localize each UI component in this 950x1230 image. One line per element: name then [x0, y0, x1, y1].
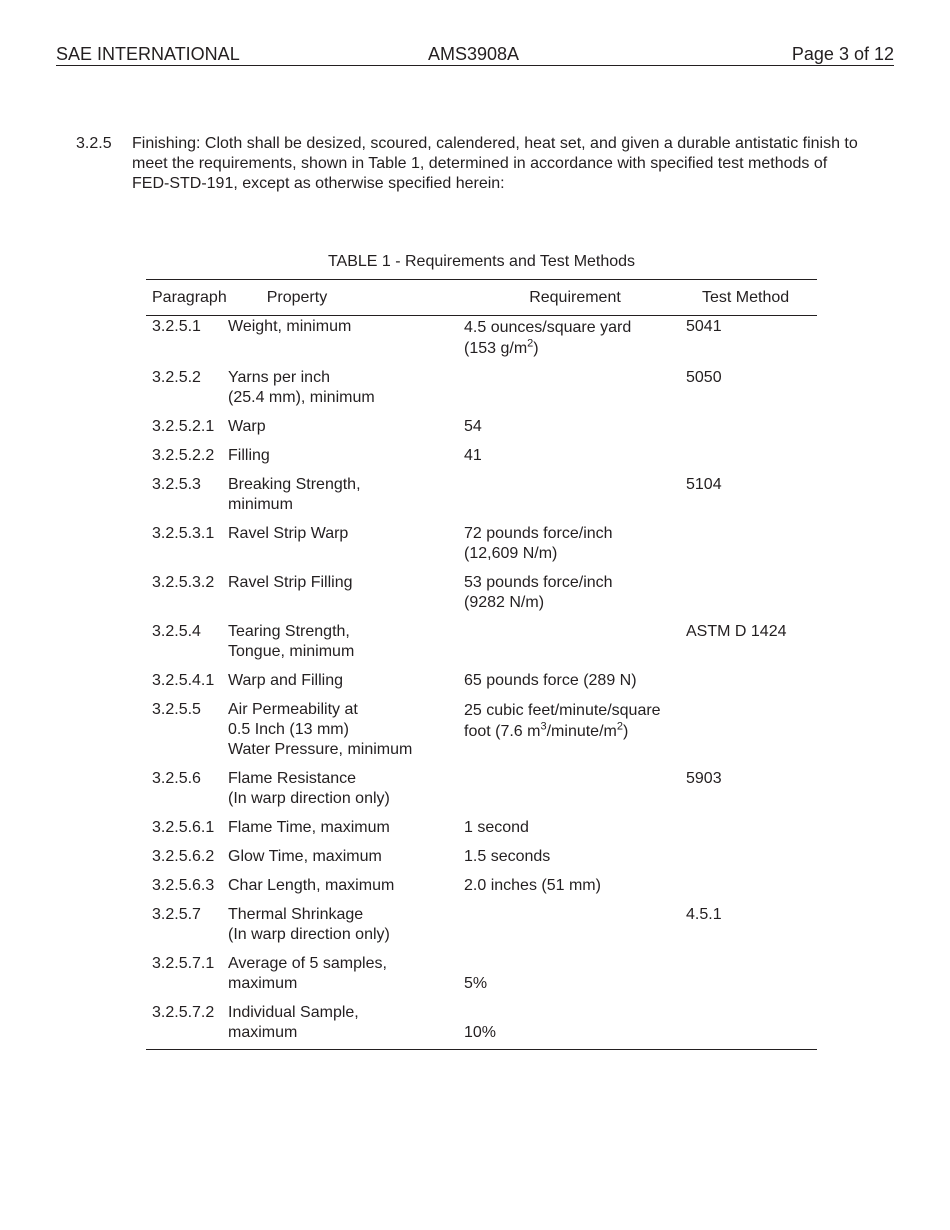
cell-requirement [464, 417, 686, 446]
cell-test-method [686, 1003, 817, 1050]
requirement-text: ) [533, 340, 539, 357]
cell-property [228, 954, 464, 1003]
property-line: 0.5 Inch (13 mm) [228, 721, 349, 738]
superscript: 2 [527, 337, 534, 350]
requirement-block [464, 700, 686, 742]
header-test-method: Test Method [686, 280, 817, 316]
cell-property [228, 769, 464, 818]
table-row [146, 417, 817, 446]
cell-requirement [464, 769, 686, 818]
requirement-line: 54 [464, 418, 482, 435]
cell-property [228, 475, 464, 524]
requirement-line: 1.5 seconds [464, 848, 551, 865]
requirement-line: 1 second [464, 819, 529, 836]
cell-paragraph: 3.2.5.7.2 [152, 1004, 215, 1021]
property-line: Thermal Shrinkage [228, 906, 364, 923]
property-line: Ravel Strip Warp [228, 525, 349, 542]
property-line: (25.4 mm), minimum [228, 389, 375, 406]
requirement-line: 4.5 ounces/square yard [464, 319, 632, 336]
table-row [146, 876, 817, 905]
cell-paragraph: 3.2.5.6.2 [152, 848, 215, 865]
cell-paragraph: 3.2.5.5 [152, 701, 201, 718]
cell-property [228, 368, 464, 417]
property-line: Air Permeability at [228, 701, 358, 718]
cell-test-method [686, 818, 817, 847]
requirement-line: 25 cubic feet/minute/square [464, 702, 661, 719]
property-line: Ravel Strip Filling [228, 574, 353, 591]
table-row [146, 446, 817, 475]
table-body [146, 316, 817, 1050]
cell-paragraph: 3.2.5.7 [152, 906, 201, 923]
cell-requirement [464, 876, 686, 905]
property-line: Individual Sample, [228, 1004, 359, 1021]
cell-requirement [464, 954, 686, 1003]
requirement-line: 65 pounds force (289 N) [464, 672, 637, 689]
requirement-line [464, 338, 686, 359]
requirement-line [464, 954, 686, 974]
cell-requirement [464, 622, 686, 671]
cell-property [228, 446, 464, 475]
superscript: 3 [540, 720, 547, 733]
cell-property [228, 847, 464, 876]
table-row [146, 905, 817, 954]
superscript: 2 [616, 720, 623, 733]
requirement-line: 10% [464, 1024, 497, 1041]
requirement-text: /minute/m [546, 723, 617, 740]
property-line: Breaking Strength, [228, 476, 361, 493]
table-header-row [146, 280, 817, 316]
property-line: Glow Time, maximum [228, 848, 382, 865]
property-line: Flame Time, maximum [228, 819, 390, 836]
cell-property [228, 876, 464, 905]
cell-requirement [464, 446, 686, 475]
cell-requirement [464, 475, 686, 524]
cell-property [228, 524, 464, 573]
table-caption: TABLE 1 - Requirements and Test Methods [327, 253, 636, 270]
requirement-line: (9282 N/m) [464, 594, 545, 611]
cell-property [228, 573, 464, 622]
property-line: Tongue, minimum [228, 643, 355, 660]
table-row [146, 524, 817, 573]
header-property: Property [266, 288, 328, 306]
cell-requirement [464, 847, 686, 876]
property-line: minimum [228, 496, 293, 513]
cell-test-method [686, 417, 817, 446]
table-row [146, 622, 817, 671]
cell-paragraph: 3.2.5.1 [152, 318, 201, 335]
cell-property [228, 818, 464, 847]
table-row [146, 671, 817, 700]
cell-property [228, 905, 464, 954]
requirement-text: (153 g/m [464, 340, 528, 357]
cell-test-method: 5050 [686, 369, 722, 386]
header-requirement: Requirement [464, 280, 686, 316]
cell-test-method [686, 700, 817, 769]
header-paragraph-property [146, 280, 464, 316]
property-line: (In warp direction only) [228, 926, 390, 943]
header-paragraph: Paragraph [152, 288, 227, 306]
cell-requirement [464, 316, 686, 369]
property-line: Flame Resistance [228, 770, 357, 787]
requirement-text: ) [622, 723, 629, 740]
cell-paragraph: 3.2.5.4 [152, 623, 201, 640]
cell-property [228, 417, 464, 446]
table-row [146, 769, 817, 818]
cell-requirement [464, 671, 686, 700]
requirement-block [464, 317, 686, 359]
cell-test-method: ASTM D 1424 [686, 623, 787, 640]
table-row [146, 573, 817, 622]
property-line: maximum [228, 1024, 298, 1041]
cell-test-method [686, 876, 817, 905]
property-line: Yarns per inch [228, 369, 330, 386]
cell-property [228, 671, 464, 700]
page-header [56, 44, 894, 66]
requirement-line: 5% [464, 975, 488, 992]
cell-test-method: 5041 [686, 318, 722, 335]
cell-paragraph: 3.2.5.3 [152, 476, 201, 493]
cell-paragraph: 3.2.5.2 [152, 369, 201, 386]
requirements-table [146, 279, 817, 1050]
cell-requirement [464, 1003, 686, 1050]
cell-test-method [686, 671, 817, 700]
cell-test-method: 4.5.1 [686, 906, 722, 923]
cell-paragraph: 3.2.5.3.2 [152, 574, 215, 591]
cell-test-method: 5903 [686, 770, 722, 787]
table-row [146, 368, 817, 417]
table-row [146, 818, 817, 847]
property-line: Average of 5 samples, [228, 955, 387, 972]
requirement-line: 53 pounds force/inch [464, 574, 613, 591]
header-document-id: AMS3908A [428, 44, 520, 64]
requirement-line: 2.0 inches (51 mm) [464, 877, 601, 894]
section-number: 3.2.5 [76, 135, 112, 152]
cell-paragraph: 3.2.5.6.3 [152, 877, 215, 894]
requirement-line: 41 [464, 447, 482, 464]
cell-paragraph: 3.2.5.3.1 [152, 525, 215, 542]
table-row [146, 475, 817, 524]
header-page-number: Page 3 of 12 [791, 44, 894, 64]
cell-property [228, 316, 464, 369]
property-line: Weight, minimum [228, 318, 352, 335]
table-row [146, 1003, 817, 1050]
cell-requirement [464, 700, 686, 769]
cell-property [228, 700, 464, 769]
header-organization: SAE INTERNATIONAL [56, 44, 240, 64]
cell-requirement [464, 818, 686, 847]
property-line: (In warp direction only) [228, 790, 390, 807]
section-text: Finishing: Cloth shall be desized, scoured, calendered, heat set, and given a durable antistatic finish to meet the requirements, shown in Table 1, determined in accordance with specified test methods of FED-STD-191, except as otherwise specified herein: [132, 135, 858, 192]
property-line: Tearing Strength, [228, 623, 350, 640]
cell-test-method [686, 573, 817, 622]
table-row [146, 954, 817, 1003]
cell-test-method [686, 446, 817, 475]
cell-property [228, 622, 464, 671]
table-row [146, 847, 817, 876]
cell-requirement [464, 368, 686, 417]
cell-property [228, 1003, 464, 1050]
cell-paragraph: 3.2.5.6 [152, 770, 201, 787]
property-line: Water Pressure, minimum [228, 741, 413, 758]
cell-paragraph: 3.2.5.2.2 [152, 447, 215, 464]
property-line: Filling [228, 447, 270, 464]
property-line: Char Length, maximum [228, 877, 395, 894]
property-line: Warp [228, 418, 266, 435]
requirement-line [464, 721, 686, 742]
property-line: Warp and Filling [228, 672, 344, 689]
cell-test-method [686, 524, 817, 573]
cell-requirement [464, 573, 686, 622]
requirement-text: foot (7.6 m [464, 723, 541, 740]
requirement-line [464, 1003, 686, 1023]
table-row [146, 316, 817, 369]
cell-test-method: 5104 [686, 476, 722, 493]
cell-test-method [686, 847, 817, 876]
requirement-line: 72 pounds force/inch [464, 525, 613, 542]
requirement-line: (12,609 N/m) [464, 545, 558, 562]
property-line: maximum [228, 975, 298, 992]
cell-paragraph: 3.2.5.6.1 [152, 819, 215, 836]
cell-requirement [464, 905, 686, 954]
cell-paragraph: 3.2.5.2.1 [152, 418, 215, 435]
cell-paragraph: 3.2.5.7.1 [152, 955, 215, 972]
cell-requirement [464, 524, 686, 573]
cell-test-method [686, 954, 817, 1003]
table-row [146, 700, 817, 769]
cell-paragraph: 3.2.5.4.1 [152, 672, 215, 689]
